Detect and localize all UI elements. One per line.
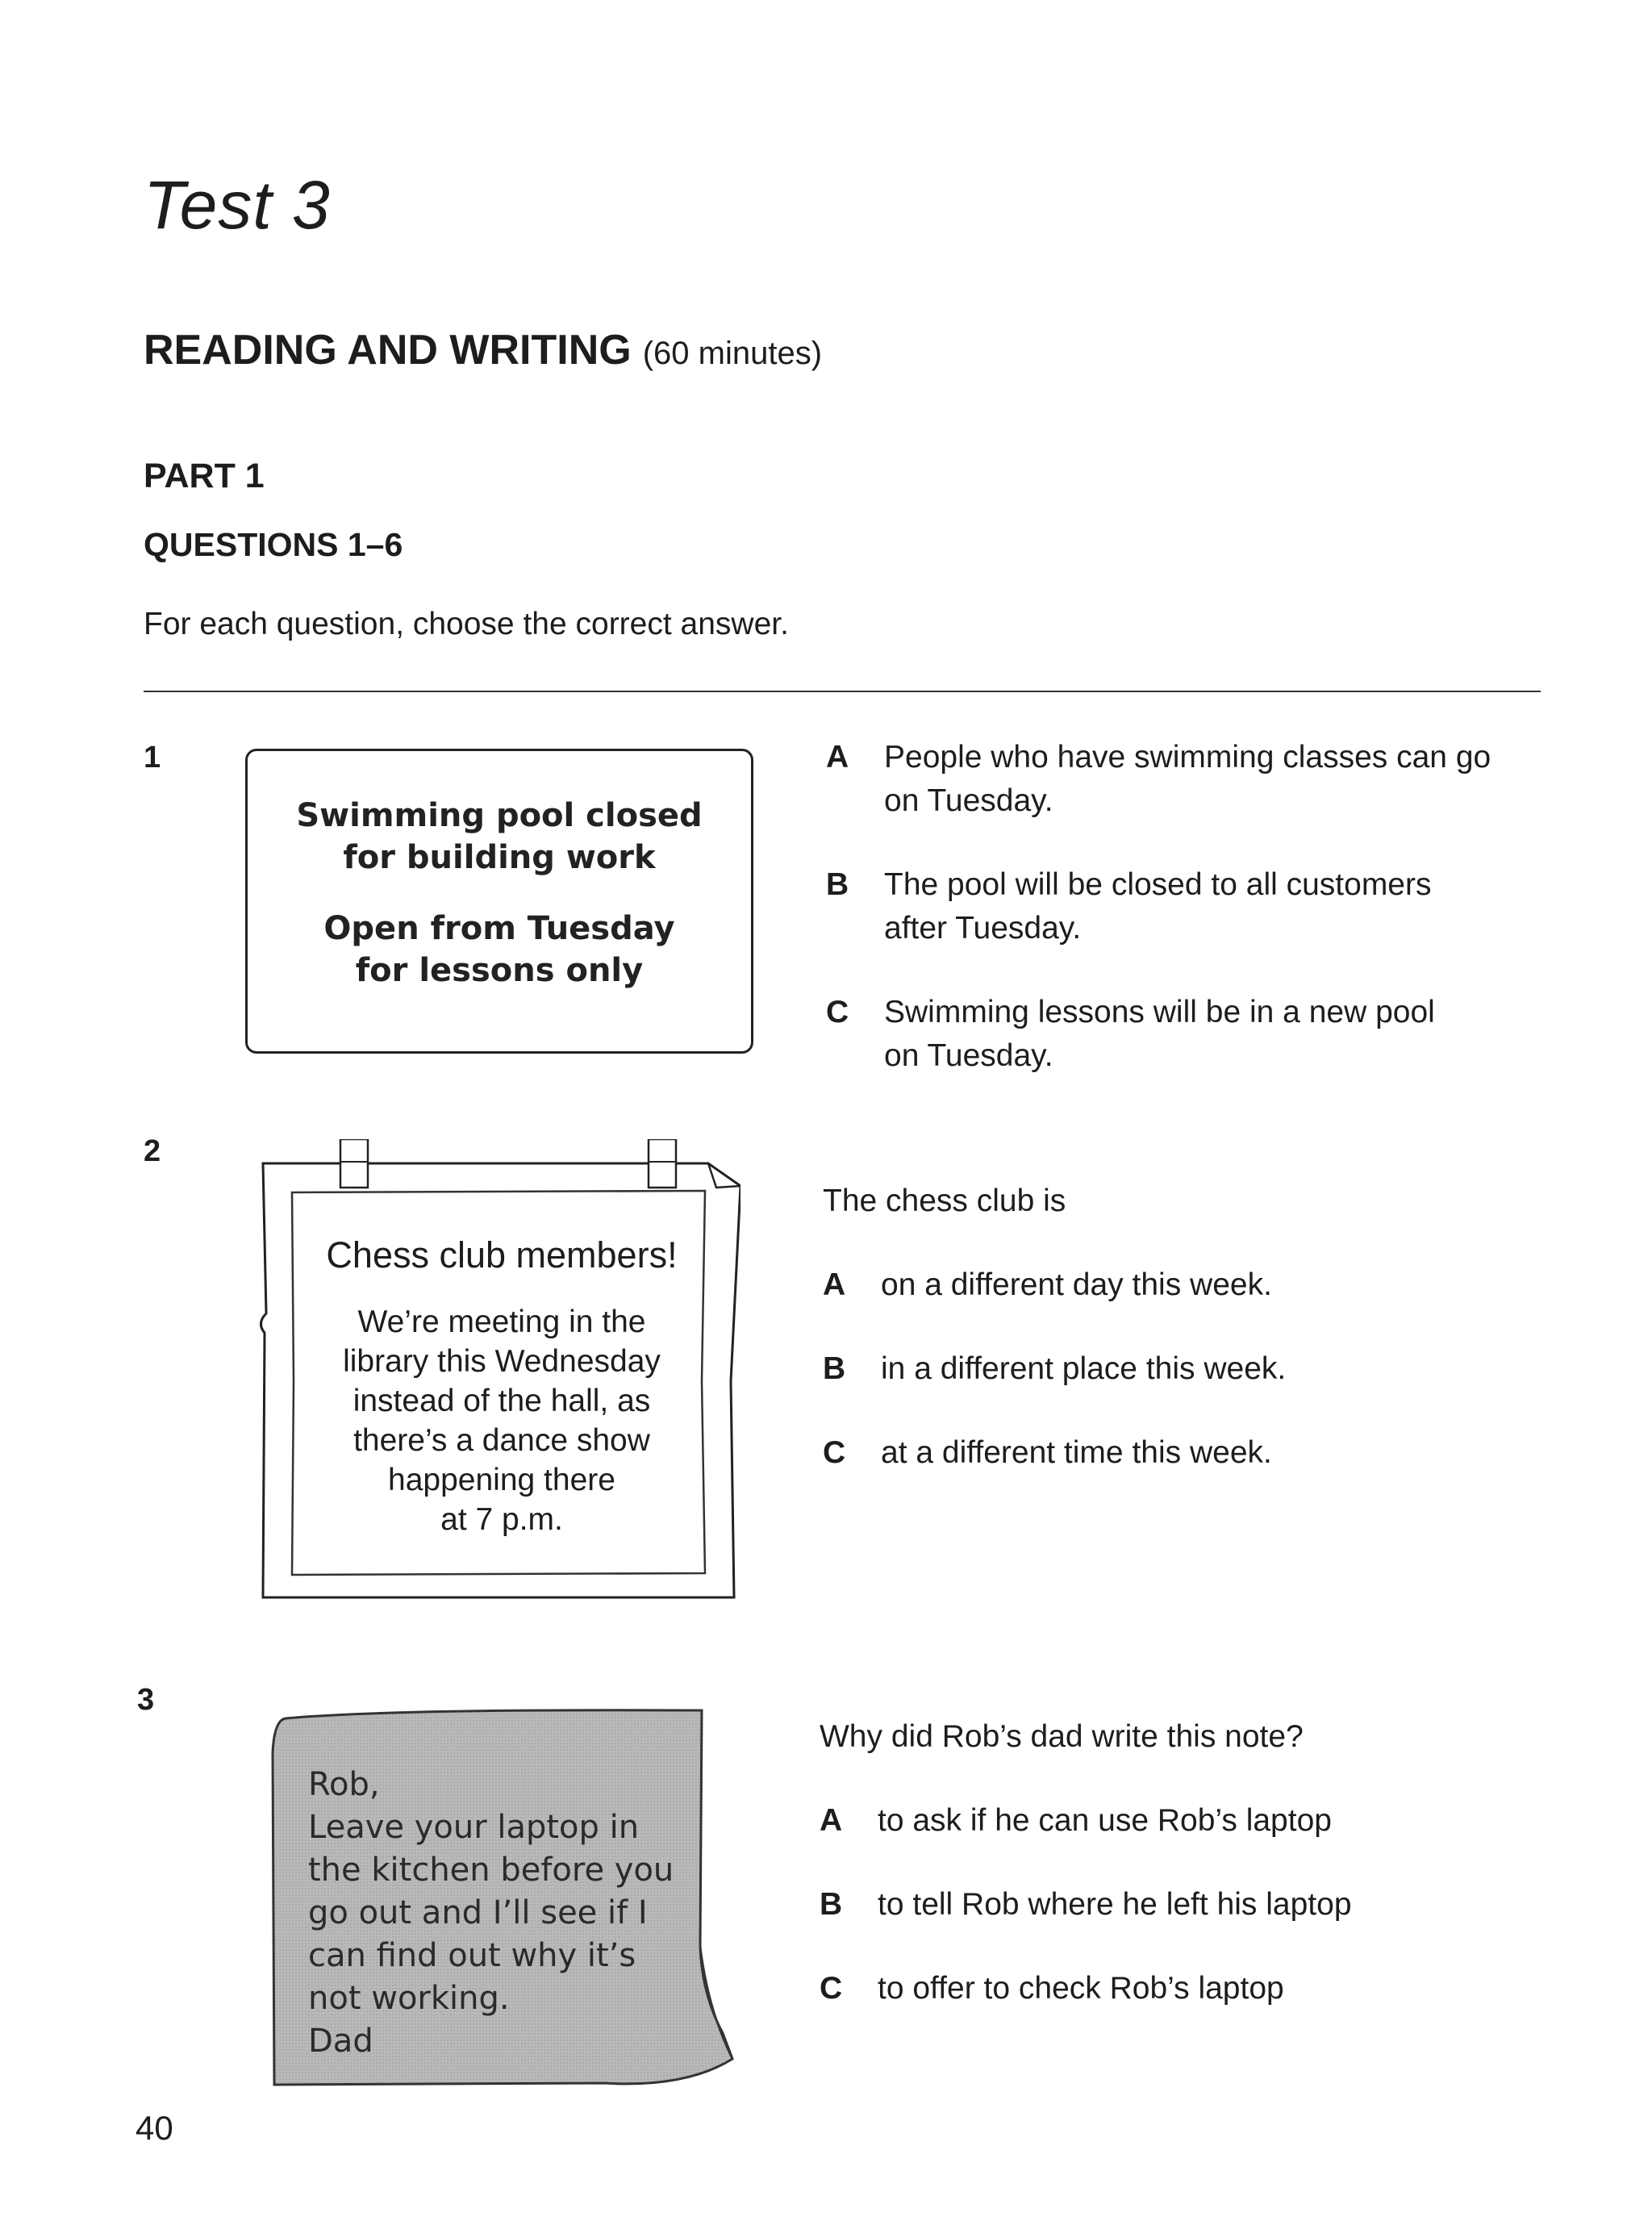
option-letter: B — [826, 867, 849, 902]
note-line: Dad — [308, 2023, 373, 2060]
question-1-options — [826, 736, 1552, 1091]
note-line: not working. — [308, 1980, 510, 2017]
option-line: People who have swimming classes can go — [884, 740, 1491, 775]
note-line: Leave your laptop in — [308, 1809, 640, 1846]
question-2-options — [823, 1180, 1549, 1486]
option-letter: C — [826, 995, 849, 1029]
divider-line — [144, 691, 1541, 692]
test-title: Test 3 — [144, 167, 331, 243]
option-line: after Tuesday. — [884, 911, 1082, 946]
poster-line: library this Wednesday — [343, 1344, 661, 1379]
option-text — [884, 991, 1435, 1078]
notice-line: for building work — [343, 839, 656, 876]
note-line: the kitchen before you — [308, 1852, 674, 1889]
option-text: on a different day this week. — [881, 1267, 1272, 1302]
option-letter: C — [820, 1971, 843, 2006]
section-title — [144, 326, 822, 374]
option-letter: A — [823, 1267, 846, 1302]
question-stem: Why did Rob’s dad write this note? — [820, 1719, 1304, 1754]
option-line: on Tuesday. — [884, 1038, 1053, 1073]
option-text: to offer to check Rob’s laptop — [878, 1971, 1284, 2006]
poster-line: at 7 p.m. — [440, 1502, 563, 1537]
option-letter: A — [820, 1803, 843, 1838]
questions-range: QUESTIONS 1–6 — [144, 526, 403, 563]
option-text: at a different time this week. — [881, 1435, 1272, 1470]
section-duration: (60 minutes) — [642, 336, 823, 371]
option-text: in a different place this week. — [881, 1351, 1287, 1386]
instruction-text: For each question, choose the correct answer. — [144, 607, 789, 641]
chess-poster-heading: Chess club members! — [326, 1234, 678, 1276]
option-line: Swimming lessons will be in a new pool — [884, 995, 1435, 1029]
note-line: go out and I’ll see if I — [308, 1894, 648, 1931]
poster-line: there’s a dance show — [353, 1423, 650, 1458]
question-number-3: 3 — [137, 1683, 155, 1717]
question-number-2: 2 — [144, 1134, 161, 1168]
option-text — [884, 863, 1431, 950]
notice-line: Open from Tuesday — [323, 910, 675, 947]
part-title: PART 1 — [144, 457, 265, 495]
section-title-text: READING AND WRITING — [144, 327, 632, 374]
option-text: to tell Rob where he left his laptop — [878, 1887, 1352, 1922]
poster-line: We’re meeting in the — [357, 1305, 646, 1339]
question-stem: The chess club is — [823, 1184, 1066, 1218]
option-letter: C — [823, 1435, 846, 1470]
poster-line: happening there — [388, 1463, 615, 1497]
option-letter: A — [826, 740, 849, 775]
notice-line: Swimming pool closed — [296, 797, 703, 834]
option-text: to ask if he can use Rob’s laptop — [878, 1803, 1332, 1838]
question-number-1: 1 — [144, 741, 161, 775]
page-number: 40 — [136, 2109, 173, 2147]
swimming-pool-notice — [245, 749, 753, 1054]
note-line: can find out why it’s — [308, 1937, 636, 1974]
sticky-note-text — [308, 1764, 711, 2063]
option-letter: B — [820, 1887, 843, 1922]
question-3-options — [820, 1715, 1546, 2022]
poster-line: instead of the hall, as — [353, 1384, 651, 1418]
option-line: The pool will be closed to all customers — [884, 867, 1432, 902]
note-line: Rob, — [308, 1766, 380, 1803]
notice-line: for lessons only — [355, 952, 644, 989]
option-line: on Tuesday. — [884, 783, 1053, 818]
option-letter: B — [823, 1351, 846, 1386]
option-text — [884, 736, 1491, 823]
chess-poster-body — [307, 1302, 697, 1539]
